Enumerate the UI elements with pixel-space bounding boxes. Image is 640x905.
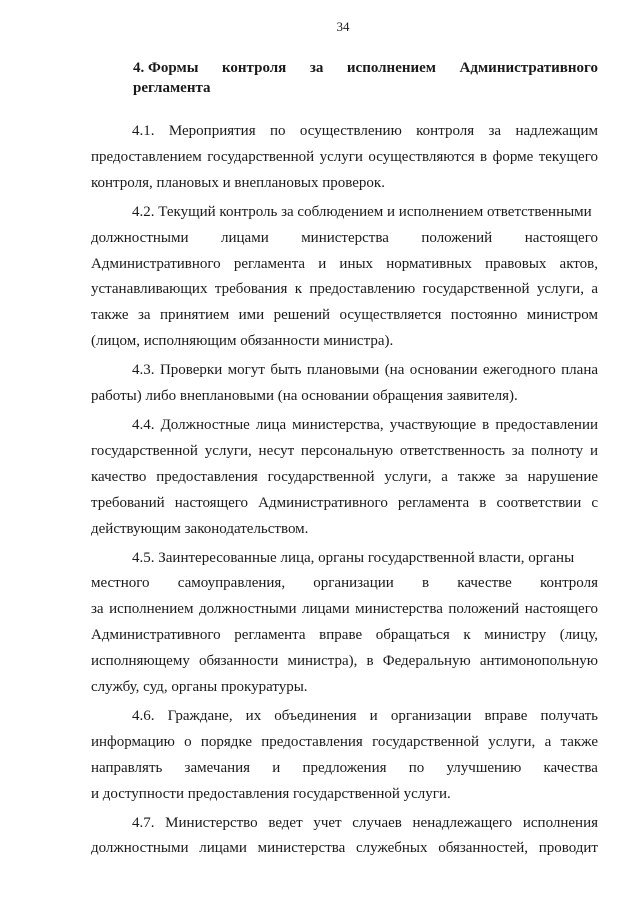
paragraph-4-3: 4.3. Проверки могут быть плановыми (на основании ежегодного плана работы) либо внеплановыми (на основании обращения заявителя). [91, 362, 598, 405]
word: положений [421, 229, 493, 246]
word: по [408, 759, 425, 776]
word: направлять [91, 759, 163, 776]
heading-word: исполнением [346, 60, 437, 76]
section-heading-line-2: регламента [133, 80, 211, 96]
heading-word: Административного [459, 60, 598, 76]
heading-word: 4. Формы [133, 60, 199, 76]
paragraph-4-5-rest: за исполнением должностными лицами министерства положений настоящего Административного регламента вправе обращаться к министру (лицу, исполняющему обязанности министра), в Федеральную антимонопольную службу, суд, органы прокуратуры. [91, 601, 598, 696]
heading-word: за [309, 60, 324, 76]
word: лицами [221, 229, 269, 246]
word: предложения [302, 759, 387, 776]
heading-word: контроля [221, 60, 287, 76]
word: настоящего [524, 229, 598, 246]
paragraph-4-6-line-3 [91, 756, 598, 782]
word: качества [543, 759, 598, 776]
paragraph-4-2-rest: Административного регламента и иных нормативных правовых актов, устанавливающих требования к предоставлению государственной услуги, а также за принятием ими решений осуществляется постоянно министром (лицом, исполняющим обязанности министра). [91, 255, 598, 350]
word: организации [313, 575, 394, 592]
paragraph-4-5-line-1: 4.5. Заинтересованные лица, органы государственной власти, органы [132, 549, 575, 566]
paragraph-4-2 [91, 200, 598, 355]
word: местного [91, 575, 150, 592]
paragraph-4-6-rest: и доступности предоставления государственной услуги. [91, 785, 451, 802]
page-number: 34 [336, 19, 350, 34]
word: министерства [301, 229, 389, 246]
word: должностными [91, 229, 189, 246]
page-content [91, 58, 598, 865]
section-heading-line-1 [133, 58, 598, 78]
word: качестве [457, 575, 512, 592]
word: и [272, 759, 281, 776]
paragraph-4-6 [91, 704, 598, 808]
word: в [421, 575, 430, 592]
word: контроля [540, 575, 598, 592]
paragraph-4-5-line-2 [91, 571, 598, 597]
paragraph-4-1: 4.1. Мероприятия по осуществлению контроля за надлежащим предоставлением государственной услуги осуществляются в форме текущего контроля, плановых и внеплановых проверок. [91, 123, 598, 191]
paragraph-4-2-line-1: 4.2. Текущий контроль за соблюдением и исполнением ответственными [132, 203, 592, 220]
paragraph-4-6-lines-1-2: 4.6. Граждане, их объединения и организации вправе получать информацию о порядке предоставления государственной услуги, а также [91, 707, 598, 750]
word: замечания [184, 759, 251, 776]
paragraph-4-4: 4.4. Должностные лица министерства, участвующие в предоставлении государственной услуги, несут персональную ответственность за полноту и качество предоставления государственной услуги, а также за нарушение требований настоящего Административного регламента в соответствии с действующим законодательством. [91, 416, 598, 537]
word: улучшению [446, 759, 522, 776]
word: самоуправления, [177, 575, 286, 592]
paragraph-4-5 [91, 546, 598, 701]
section-heading [133, 58, 598, 98]
paragraph-4-2-line-2 [91, 226, 598, 252]
paragraph-4-7: 4.7. Министерство ведет учет случаев ненадлежащего исполнения должностными лицами министерства служебных обязанностей, проводит [91, 814, 598, 857]
